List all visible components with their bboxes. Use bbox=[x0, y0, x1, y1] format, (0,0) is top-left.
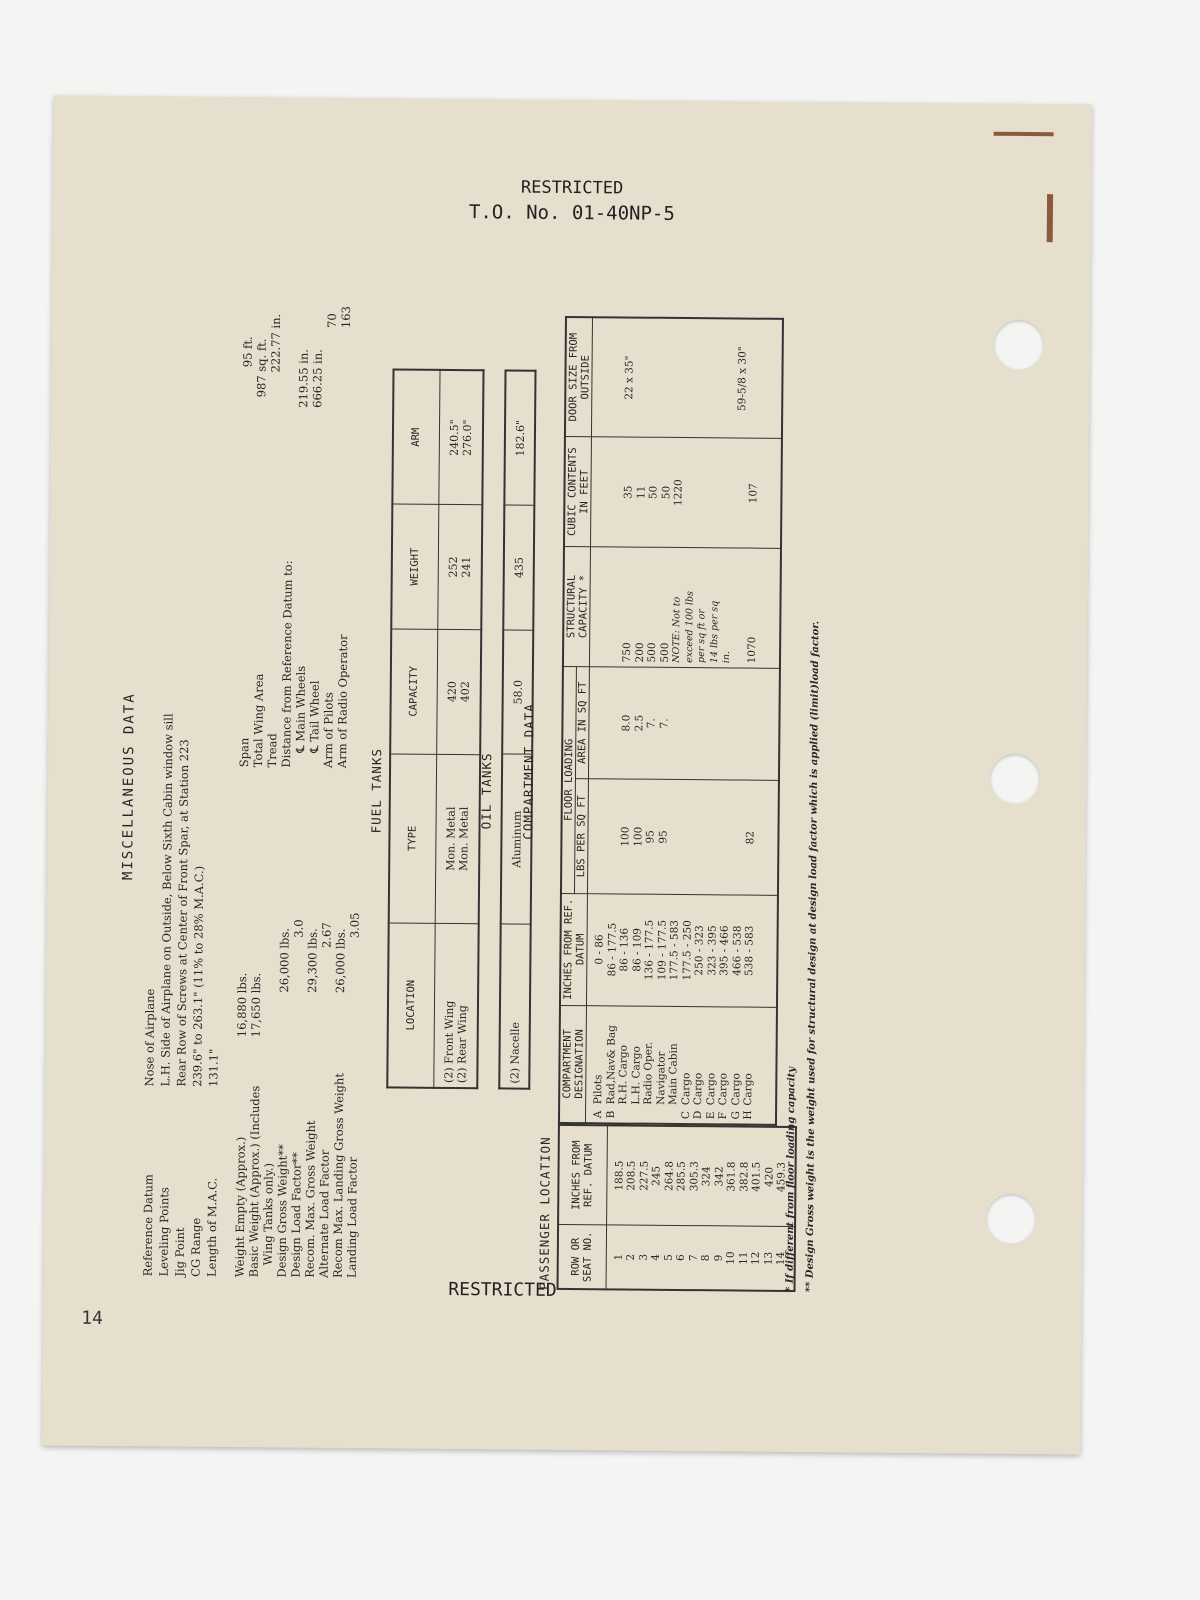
compartment-cell: 395 - 466 bbox=[718, 895, 731, 1007]
compartment-cell: 100 bbox=[631, 779, 644, 894]
seat-number-cell: 12 bbox=[750, 1226, 763, 1290]
seat-number-cell: 5 bbox=[662, 1226, 675, 1290]
compartment-cell: 86 - 177.5 bbox=[605, 894, 618, 1006]
reference-line: Reference DatumNose of Airplane bbox=[140, 988, 158, 1277]
table-header-row: LBS PER SQ FT AREA IN SQ FT bbox=[572, 317, 592, 1123]
compartment-cell bbox=[591, 317, 611, 437]
seat-number-cell: 14 bbox=[775, 1227, 795, 1291]
compartment-cell bbox=[734, 438, 747, 548]
designation-name: Cargo bbox=[704, 1072, 717, 1106]
compartment-cell: 107 bbox=[747, 438, 781, 548]
designation-cell bbox=[604, 1005, 618, 1123]
passenger-location-title: PASSENGER LOCATION bbox=[536, 1136, 553, 1290]
compartment-cell: 323 - 395 bbox=[705, 895, 718, 1007]
designation-name: Cargo bbox=[692, 1072, 705, 1106]
page-number: 14 bbox=[81, 1307, 104, 1329]
designation-letter: E bbox=[704, 1111, 717, 1120]
seat-number-cell: 7 bbox=[687, 1226, 700, 1290]
seat-number-cell: 9 bbox=[712, 1226, 725, 1290]
compartment-cell bbox=[733, 548, 747, 668]
designation-cell bbox=[642, 1006, 656, 1124]
compartment-cell: 0 - 86 bbox=[586, 894, 606, 1006]
inches-cell: 401.5 bbox=[750, 1127, 763, 1227]
compartment-cell bbox=[720, 668, 733, 781]
compartment-cell: 750 bbox=[621, 547, 635, 667]
compartment-cell bbox=[694, 780, 707, 895]
compartment-cell: 95 bbox=[644, 780, 657, 895]
designation-letter: G bbox=[729, 1111, 742, 1120]
compartment-cell bbox=[607, 667, 620, 780]
compartment-cell bbox=[589, 547, 609, 667]
compartment-cell bbox=[669, 780, 682, 895]
compartment-cell bbox=[588, 666, 608, 779]
inches-cell: 324 bbox=[700, 1126, 713, 1226]
designation-name: Cargo bbox=[717, 1072, 730, 1106]
compartment-cell bbox=[681, 780, 694, 895]
compartment-cell: 50 bbox=[647, 438, 660, 548]
edge-mark bbox=[994, 132, 1054, 137]
designation-letter: D bbox=[692, 1110, 705, 1120]
designation-letter: F bbox=[717, 1112, 730, 1120]
dimension-line: ℄ Tail Wheel666.25 in. bbox=[307, 349, 325, 753]
table-header-row: COMPARTMENT DESIGNATION INCHES FROM REF. DATUM FLOOR LOADING STRUCTURAL CAPACITY * CUBIC CONTENTS IN FEET DOOR SIZE FROM OUTSIDE bbox=[559, 317, 580, 1123]
document-number: T.O. No. 01-40NP-5 bbox=[468, 201, 675, 225]
designation-cell bbox=[629, 1006, 643, 1124]
page-title: MISCELLANEOUS DATA bbox=[120, 692, 138, 881]
compartment-cell: 100 bbox=[619, 779, 632, 894]
compartment-cell: 82 bbox=[744, 780, 778, 895]
seat-number-cell: 11 bbox=[737, 1226, 750, 1290]
compartment-cell bbox=[697, 438, 710, 548]
designation-cell bbox=[585, 1005, 605, 1123]
designation-cell bbox=[742, 1007, 777, 1125]
compartment-cell: NOTE: Not to bbox=[671, 547, 685, 667]
designation-name: L.H. Cargo bbox=[629, 1046, 643, 1105]
inches-cell: 342 bbox=[713, 1126, 726, 1226]
designation-name: Navigator bbox=[654, 1051, 668, 1105]
designation-cell bbox=[667, 1006, 681, 1124]
fuel-tanks-title: FUEL TANKS bbox=[368, 748, 385, 834]
designation-cell bbox=[717, 1006, 731, 1124]
weight-line: Landing Load Factor3.05 bbox=[344, 912, 362, 1279]
table-row bbox=[606, 1125, 626, 1289]
compartment-cell: 1220 bbox=[672, 438, 685, 548]
designation-name: Cargo bbox=[742, 1073, 755, 1106]
inches-cell: 245 bbox=[650, 1126, 663, 1226]
inches-cell: 264.8 bbox=[663, 1126, 676, 1226]
compartment-cell bbox=[723, 318, 737, 438]
compartment-cell bbox=[590, 437, 610, 547]
inches-cell: 361.8 bbox=[725, 1126, 738, 1226]
designation-letter: C bbox=[679, 1110, 692, 1120]
reference-line: Length of M.A.C.131.1" bbox=[204, 1048, 221, 1277]
seat-number-cell: 10 bbox=[725, 1226, 738, 1290]
rotated-content bbox=[109, 286, 878, 1293]
compartment-cell bbox=[698, 318, 712, 438]
compartment-cell: 2.5 bbox=[632, 667, 645, 780]
compartment-cell: 7. bbox=[657, 667, 670, 780]
dimension-line: Tread222.77 in. bbox=[265, 313, 284, 768]
header-classification: RESTRICTED bbox=[520, 177, 624, 199]
compartment-cell: 11 bbox=[634, 437, 647, 547]
compartment-cell bbox=[748, 319, 783, 439]
compartment-cell: 177.5 - 250 bbox=[680, 894, 693, 1006]
reference-line: CG Range239.6" to 263.1" (11% to 28% M.A.C.) bbox=[188, 865, 207, 1277]
binder-hole-bottom bbox=[986, 1194, 1036, 1244]
compartment-cell bbox=[673, 318, 687, 438]
compartment-cell bbox=[731, 780, 744, 895]
reference-line: Jig PointRear Row of Screws at Center of Front Spar, at Station 223 bbox=[172, 739, 192, 1277]
inches-cell: 188.5 bbox=[606, 1125, 626, 1225]
inches-cell: 285.5 bbox=[675, 1126, 688, 1226]
compartment-cell: 109 - 177.5 bbox=[655, 894, 668, 1006]
seat-number-cell: 2 bbox=[625, 1225, 638, 1289]
designation-name: Pilots bbox=[592, 1074, 605, 1105]
dimension-line: Distance from Reference Datum to: bbox=[279, 560, 295, 768]
compartment-cell bbox=[709, 438, 722, 548]
inches-cell: 305.3 bbox=[688, 1126, 701, 1226]
document-page bbox=[42, 95, 1092, 1454]
compartment-table bbox=[558, 316, 784, 1126]
compartment-cell bbox=[648, 318, 662, 438]
compartment-cell bbox=[745, 668, 779, 781]
table-header-row: LOCATION TYPE CAPACITY WEIGHT ARM bbox=[387, 369, 439, 1087]
footer-classification: RESTRICTED bbox=[448, 1278, 557, 1301]
designation-name: Cargo bbox=[679, 1072, 692, 1106]
compartment-cell: 95 bbox=[656, 780, 669, 895]
compartment-cell: 250 - 323 bbox=[693, 894, 706, 1006]
compartment-cell: 1070 bbox=[746, 548, 781, 668]
designation-name: Cargo bbox=[729, 1073, 742, 1106]
dimension-line: Span95 ft. bbox=[237, 336, 255, 768]
table-row: (2) Front Wing Mon. Metal 420 252 240.5" bbox=[433, 370, 461, 1088]
table-row: (2) Rear Wing Mon. Metal 402 241 276.0" bbox=[455, 370, 483, 1088]
table-row bbox=[742, 319, 783, 1125]
table-row: (2) Nacelle Aluminum 58.0 435 182.6" bbox=[499, 370, 535, 1088]
compartment-cell bbox=[710, 318, 724, 438]
compartment-cell: 14 lbs per sq bbox=[708, 548, 722, 668]
weight-line: Recom. Max. Gross Weight29,300 lbs. bbox=[302, 928, 320, 1278]
dimension-line: Total Wing Area987 sq. ft. bbox=[251, 338, 269, 768]
weight-line: Design Load Factor**3.0 bbox=[288, 919, 306, 1278]
binder-hole-top bbox=[994, 320, 1044, 370]
compartment-cell bbox=[606, 779, 619, 894]
compartment-cell: 86 - 136 bbox=[618, 894, 631, 1006]
designation-name: Rad,Nav& Bag bbox=[604, 1025, 618, 1105]
compartment-cell: 500 bbox=[646, 547, 660, 667]
inches-cell: 227.5 bbox=[638, 1126, 651, 1226]
weight-line: Recom Max. Landing Gross Weight26,000 lbs. bbox=[330, 928, 348, 1279]
inches-cell: 459.3 bbox=[775, 1127, 795, 1227]
compartment-cell bbox=[635, 318, 649, 438]
compartment-cell bbox=[609, 437, 622, 547]
reference-line: Leveling PointsL.H. Side of Airplane on Outside, Below Sixth Cabin window sill bbox=[156, 713, 176, 1277]
designation-cell bbox=[617, 1006, 631, 1124]
designation-name: Main Cabin bbox=[667, 1043, 680, 1105]
compartment-data-title: COMPARTMENT DATA bbox=[520, 703, 537, 840]
seat-number-cell: 1 bbox=[606, 1225, 626, 1289]
designation-cell bbox=[679, 1006, 693, 1124]
oil-tanks-title: OIL TANKS bbox=[478, 752, 495, 830]
compartment-cell: 136 - 177.5 bbox=[643, 894, 656, 1006]
designation-cell bbox=[692, 1006, 706, 1124]
table-header-row: ROW OR SEAT NO. INCHES FROM REF. DATUM bbox=[558, 1125, 607, 1289]
compartment-cell bbox=[684, 438, 697, 548]
designation-letter: A bbox=[592, 1110, 605, 1119]
seat-number-cell: 3 bbox=[637, 1225, 650, 1289]
footnote: * If different from floor loading capacity bbox=[784, 1066, 798, 1293]
dimension-line: ℄ Main Wheels219.55 in. bbox=[293, 348, 311, 753]
compartment-cell bbox=[670, 667, 683, 780]
compartment-cell bbox=[706, 780, 719, 895]
compartment-cell: 59-5/8 x 30" bbox=[735, 318, 749, 438]
dimension-line: Arm of Pilots70 bbox=[321, 313, 340, 768]
weight-line: Weight Empty (Approx.)16,880 lbs. bbox=[232, 972, 250, 1278]
compartment-cell: 86 - 109 bbox=[630, 894, 643, 1006]
designation-name: R.H. Cargo bbox=[617, 1045, 630, 1105]
compartment-cell: per sq ft or bbox=[696, 548, 710, 668]
compartment-cell: 35 bbox=[622, 437, 635, 547]
weight-line: Wing Tanks only.) bbox=[260, 1162, 276, 1266]
passenger-table bbox=[557, 1124, 797, 1292]
designation-cell bbox=[729, 1007, 743, 1125]
compartment-cell: 200 bbox=[633, 547, 647, 667]
compartment-cell bbox=[722, 438, 735, 548]
seat-number-cell: 4 bbox=[650, 1225, 663, 1289]
seat-number-cell: 8 bbox=[700, 1226, 713, 1290]
compartment-cell bbox=[719, 780, 732, 895]
compartment-cell: 538 - 583 bbox=[743, 895, 777, 1007]
designation-cell bbox=[704, 1006, 718, 1124]
compartment-cell bbox=[732, 668, 745, 781]
compartment-cell bbox=[660, 318, 674, 438]
compartment-cell: 466 - 538 bbox=[730, 895, 743, 1007]
compartment-cell bbox=[608, 547, 622, 667]
compartment-cell bbox=[682, 667, 695, 780]
compartment-cell: 500 bbox=[658, 547, 672, 667]
weight-line: Alternate Load Factor2.67 bbox=[316, 922, 334, 1278]
compartment-cell: 7. bbox=[645, 667, 658, 780]
compartment-cell: 177.5 - 583 bbox=[668, 894, 681, 1006]
inches-cell: 420 bbox=[763, 1127, 776, 1227]
compartment-cell: 8.0 bbox=[620, 667, 633, 780]
compartment-cell bbox=[685, 318, 699, 438]
footnote: ** Design Gross weight is the weight used for structural design at design load factor which is applied (limit)load factor. bbox=[804, 620, 822, 1293]
compartment-cell: in. bbox=[721, 548, 735, 668]
inches-cell: 382.8 bbox=[738, 1127, 751, 1227]
compartment-cell: exceed 100 lbs bbox=[683, 548, 697, 668]
designation-letter: H bbox=[742, 1110, 755, 1120]
compartment-cell bbox=[610, 317, 624, 437]
weight-line: Basic Weight (Approx.) (Includes17,650 lbs. bbox=[246, 972, 264, 1278]
compartment-cell: 22 x 35" bbox=[623, 317, 637, 437]
inches-cell: 208.5 bbox=[625, 1126, 638, 1226]
designation-cell bbox=[654, 1006, 668, 1124]
fuel-tanks-table bbox=[386, 368, 484, 1089]
designation-letter: B bbox=[604, 1110, 617, 1119]
seat-number-cell: 13 bbox=[762, 1226, 775, 1290]
designation-name: Radio Oper. bbox=[642, 1041, 655, 1105]
compartment-cell bbox=[707, 668, 720, 781]
binder-hole-middle bbox=[990, 754, 1040, 804]
weight-line: Design Gross Weight**26,000 lbs. bbox=[274, 927, 292, 1278]
compartment-cell bbox=[587, 779, 607, 894]
compartment-cell bbox=[695, 667, 708, 780]
dimension-line: Arm of Radio Operator163 bbox=[335, 306, 354, 769]
compartment-cell: 50 bbox=[659, 438, 672, 548]
seat-number-cell: 6 bbox=[675, 1226, 688, 1290]
